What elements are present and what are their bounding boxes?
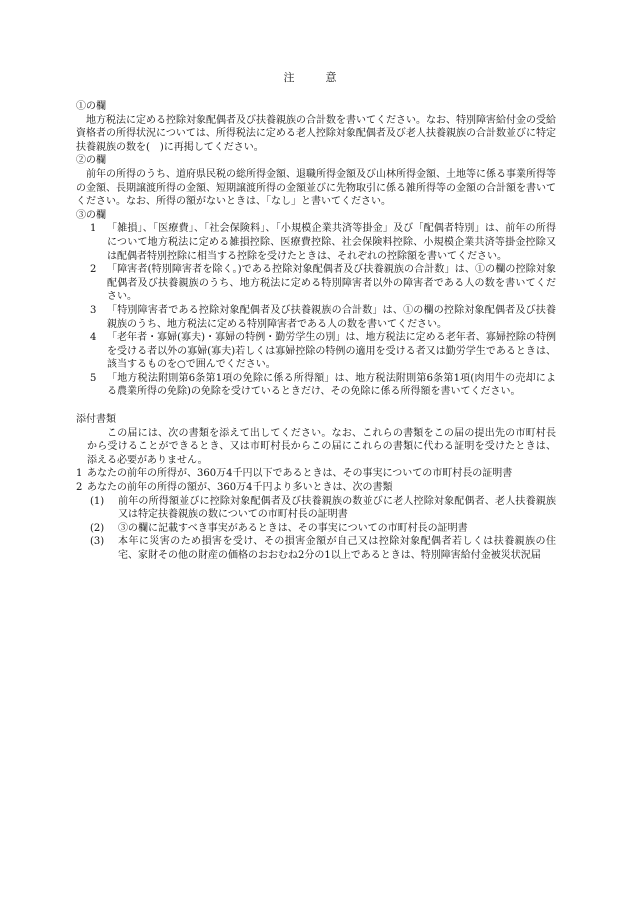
item-number: 1: [76, 468, 83, 480]
item-number: 3: [90, 304, 97, 316]
section-3-item-2: [76, 263, 556, 304]
section-3-item-1: [76, 222, 556, 263]
notice-content: [76, 100, 556, 563]
subitem-text: ③の欄に記載すべき事実があるときは、その事実についての市町村長の証明書: [118, 522, 468, 534]
item-number: 1: [90, 223, 97, 235]
item-number: 4: [90, 332, 97, 344]
item-text: あなたの前年の所得の額が、360万4千円より多いときは、次の書類: [87, 482, 393, 494]
subitem-text: 本年に災害のため損害を受け、その損害金額が自己又は控除対象配偶者若しくは扶養親族の住宅、家財その他の財産の価格のおおむね2分の1以上であるときは、特別障害給付金被災状況届: [118, 536, 556, 561]
subitem-text: 前年の所得額並びに控除対象配偶者及び扶養親族の数並びに老人控除対象配偶者、老人扶養親族又は特定扶養親族の数についての市町村長の証明書: [118, 495, 556, 521]
attachments-intro-text: この届には、次の書類を添えて出してください。なお、これらの書類をこの届の提出先の市町村長から受けることができるとき、又は市町村長からこの届にこれらの書類に代わる証明を受けたときは、添える必要がありません。: [87, 427, 556, 466]
attachments-heading: 添付書類: [76, 414, 116, 426]
item-text: あなたの前年の所得が、360万4千円以下であるときは、その事実についての市町村長の証明書: [87, 468, 513, 480]
section-1-heading: ①の欄: [76, 101, 106, 112]
section-2-heading: ②の欄: [76, 155, 106, 167]
section-3-item-4: [76, 331, 556, 372]
subitem-number: (2): [90, 522, 105, 534]
section-3-item-5: [76, 372, 556, 399]
attachment-subitem-3: [76, 535, 556, 562]
section-1-body: 地方税法に定める控除対象配偶者及び扶養親族の合計数を書いてください。なお、特別障害給付金の受給資格者の所得状況については、所得税法に定める老人控除対象配偶者及び老人扶養親族の合計数並びに特定扶養親族の数を( )に再掲してください。: [76, 114, 556, 153]
item-text: 「地方税法附則第6条第1項の免除に係る所得額」は、地方税法附則第6条第1項(肉用牛の売却による農業所得の免除)の免除を受けているときだけ、その免除に係る所得額を書いてください。: [107, 372, 556, 398]
item-text: 「障害者(特別障害者を除く。)である控除対象配偶者及び扶養親族の合計数」は、①の欄の控除対象配偶者及び扶養親族のうち、地方税法に定める特別障害者以外の障害者である人の数を書いてください。: [107, 264, 556, 303]
attachments-intro: [76, 427, 556, 468]
item-number: 2: [76, 482, 83, 494]
subitem-number: (1): [90, 495, 105, 507]
page-title: 注 意: [283, 71, 347, 84]
attachment-subitem-2: [76, 522, 556, 536]
attachment-item-1: [76, 467, 556, 481]
attachment-subitem-1: [76, 495, 556, 522]
subitem-number: (3): [90, 536, 105, 548]
item-number: 2: [90, 264, 97, 276]
item-text: 「雑損」、「医療費」、「社会保険料」、「小規模企業共済等掛金」及び「配偶者特別」は、前年の所得について地方税法に定める雑損控除、医療費控除、社会保険料控除、小規模企業共済等掛金控除又は配偶者特別控除に相当する控除を受けたときは、それぞれの控除額を書いてください。: [107, 223, 556, 262]
section-2-body: 前年の所得のうち、道府県民税の総所得金額、退職所得金額及び山林所得金額、土地等に係る事業所得等の金額、長期譲渡所得の金額、短期譲渡所得の金額並びに先物取引に係る雑所得等の金額の合計額を書いてください。なお、所得の額がないときは、「なし」と書いてください。: [76, 168, 556, 208]
item-text: 「特別障害者である控除対象配偶者及び扶養親族の合計数」は、①の欄の控除対象配偶者及び扶養親族のうち、地方税法に定める特別障害者である人の数を書いてください。: [107, 304, 556, 330]
item-text: 「老年者・寡婦(寡夫)・寡婦の特例・勤労学生の別」は、地方税法に定める老年者、寡婦控除の特例を受ける者以外の寡婦(寡夫)若しくは寡婦控除の特例の適用を受ける者又は勤労学生であるときは、該当するものを○で囲んでください。: [107, 332, 556, 371]
section-3-item-3: [76, 304, 556, 331]
item-number: 5: [90, 372, 97, 384]
section-3-heading: ③の欄: [76, 209, 106, 221]
attachment-item-2: [76, 481, 556, 495]
